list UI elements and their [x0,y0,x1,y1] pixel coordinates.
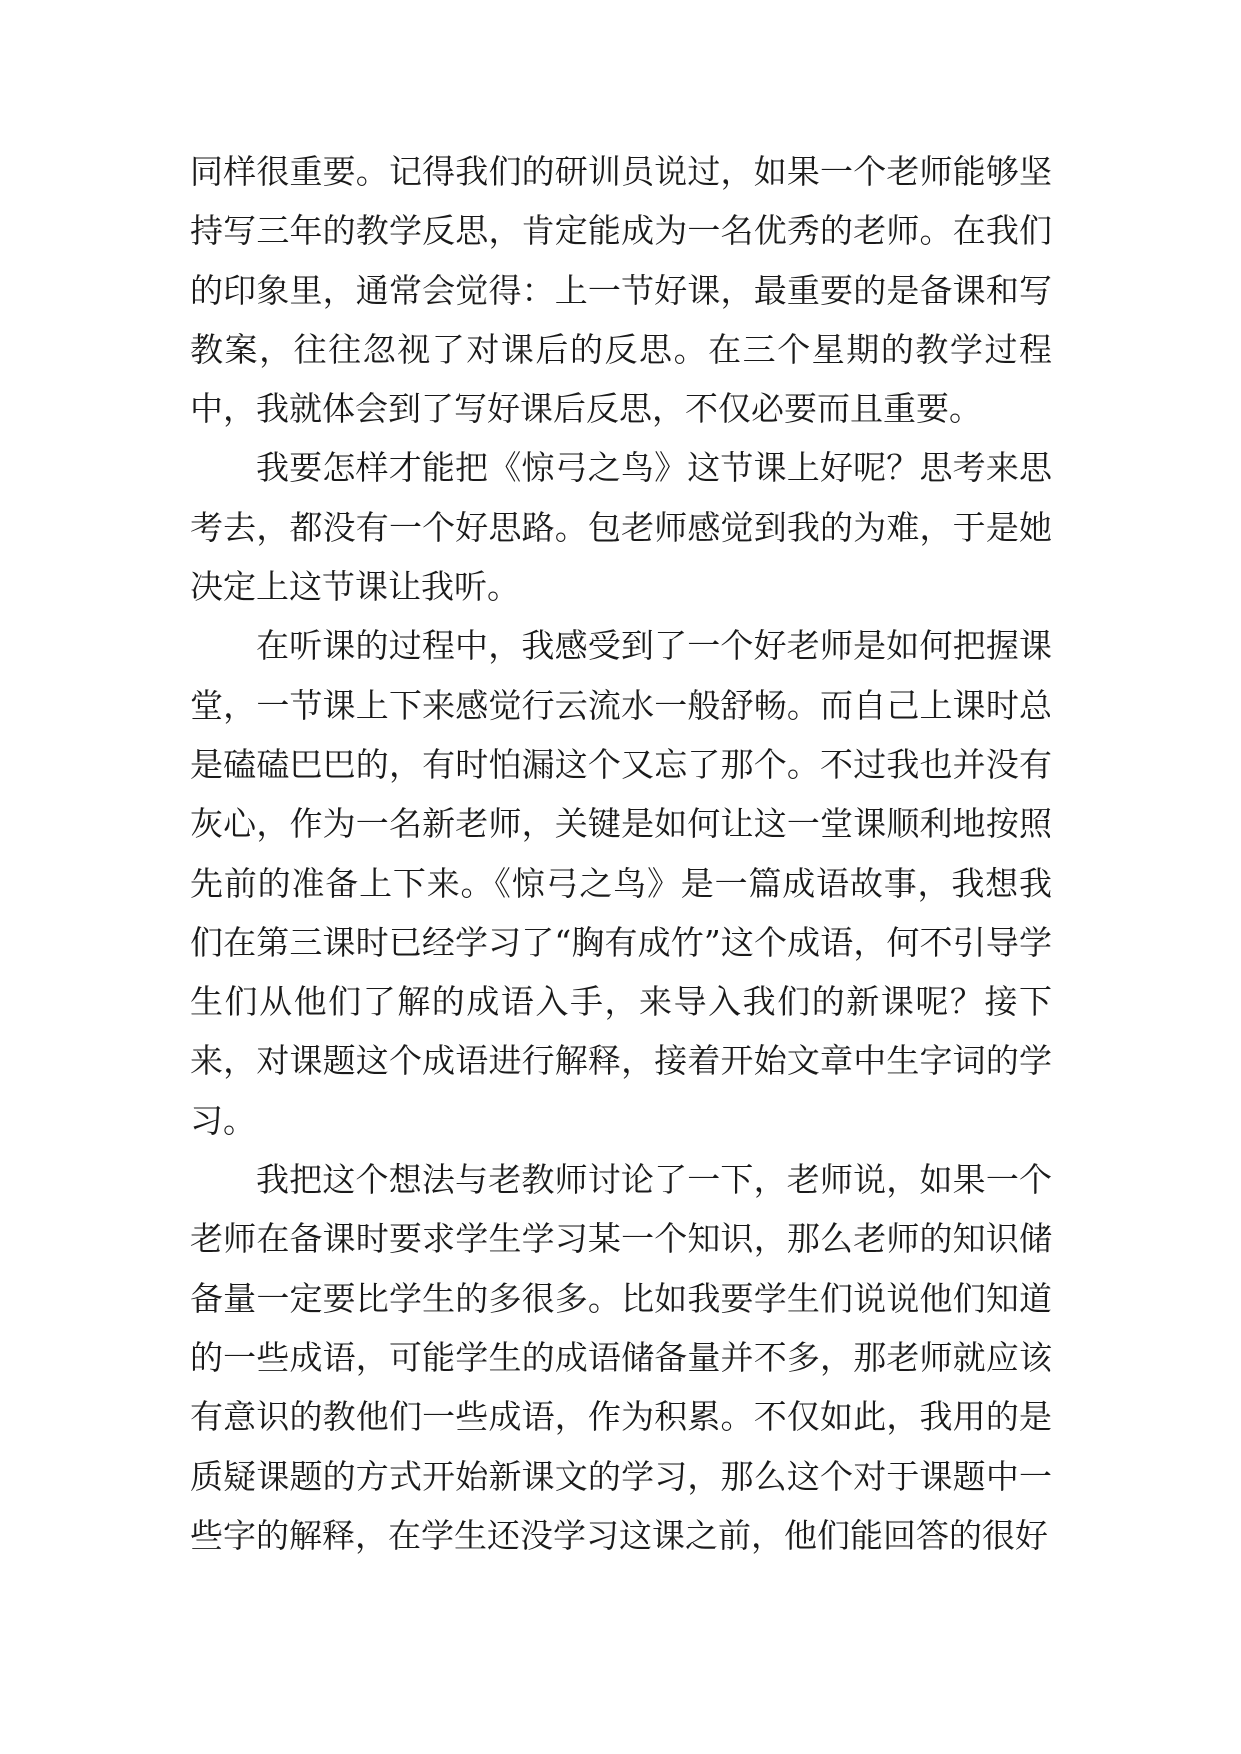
paragraph-2: 我要怎样才能把《惊弓之鸟》这节课上好呢？思考来思考去，都没有一个好思路。包老师感觉到我的为难，于是她决定上这节课让我听。 [190,448,1052,607]
paragraph-4: 我把这个想法与老教师讨论了一下，老师说，如果一个老师在备课时要求学生学习某一个知识，那么老师的知识储备量一定要比学生的多很多。比如我要学生们说说他们知道的一些成语，可能学生的成语储备量并不多，那老师就应该有意识的教他们一些成语，作为积累。不仅如此，我用的是质疑课题的方式开始新课文的学习，那么这个对于课题中一些字的解释，在学生还没学习这课之前，他们能回答的很好 [190,1160,1052,1555]
paragraph-1: 同样很重要。记得我们的研训员说过，如果一个老师能够坚持写三年的教学反思，肯定能成为一名优秀的老师。在我们的印象里，通常会觉得：上一节好课，最重要的是备课和写教案，往往忽视了对课后的反思。在三个星期的教学过程中，我就体会到了写好课后反思，不仅必要而且重要。 [190,152,1052,429]
paragraph-3: 在听课的过程中，我感受到了一个好老师是如何把握课堂，一节课上下来感觉行云流水一般舒畅。而自己上课时总是磕磕巴巴的，有时怕漏这个又忘了那个。不过我也并没有灰心，作为一名新老师，关键是如何让这一堂课顺利地按照先前的准备上下来。《惊弓之鸟》是一篇成语故事，我想我们在第三课时已经学习了“胸有成竹”这个成语，何不引导学生们从他们了解的成语入手，来导入我们的新课呢？接下来，对课题这个成语进行解释，接着开始文章中生字词的学习。 [190,626,1052,1140]
document-body [190,142,1052,1565]
